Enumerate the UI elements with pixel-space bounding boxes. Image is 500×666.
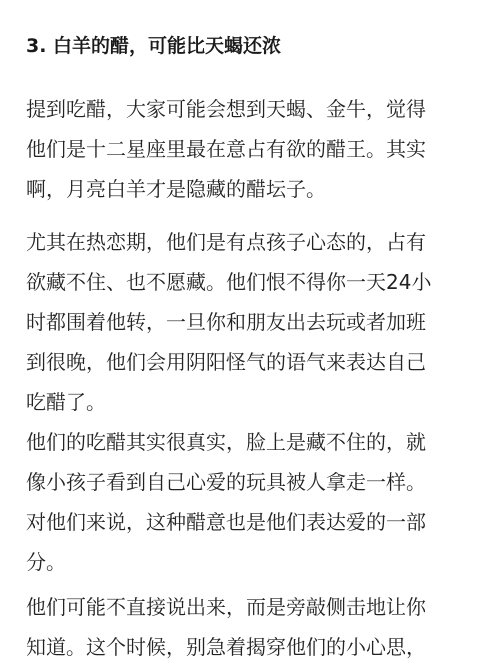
paragraph-4	[26, 587, 486, 666]
text-line: 知道。这个时候，别急着揭穿他们的小心思，	[26, 635, 426, 659]
text-line: 尤其在热恋期，他们是有点孩子心态的，占有	[26, 230, 426, 254]
paragraph-1	[26, 89, 486, 209]
text-line: 像小孩子看到自己心爱的玩具被人拿走一样。	[26, 470, 426, 494]
text-line: 他们的吃醋其实很真实，脸上是藏不住的，就	[26, 430, 426, 454]
text-line: 分。	[26, 550, 66, 574]
text-line: 欲藏不住、也不愿藏。他们恨不得你一天24小	[26, 270, 432, 294]
paragraph-2	[26, 222, 486, 422]
text-line: 到很晚，他们会用阴阳怪气的语气来表达自己	[26, 350, 426, 374]
text-line: 提到吃醋，大家可能会想到天蝎、金牛，觉得	[26, 97, 426, 121]
text-line: 他们可能不直接说出来，而是旁敲侧击地让你	[26, 595, 426, 619]
paragraph-3	[26, 422, 486, 582]
text-line: 时都围着他转，一旦你和朋友出去玩或者加班	[26, 310, 426, 334]
text-line: 他们是十二星座里最在意占有欲的醋王。其实	[26, 137, 426, 161]
text-line: 对他们来说，这种醋意也是他们表达爱的一部	[26, 510, 426, 534]
text-line: 吃醋了。	[26, 390, 106, 414]
section-heading: 3. 白羊的醋，可能比天蝎还浓	[26, 35, 282, 57]
text-line: 啊，月亮白羊才是隐藏的醋坛子。	[26, 177, 326, 201]
